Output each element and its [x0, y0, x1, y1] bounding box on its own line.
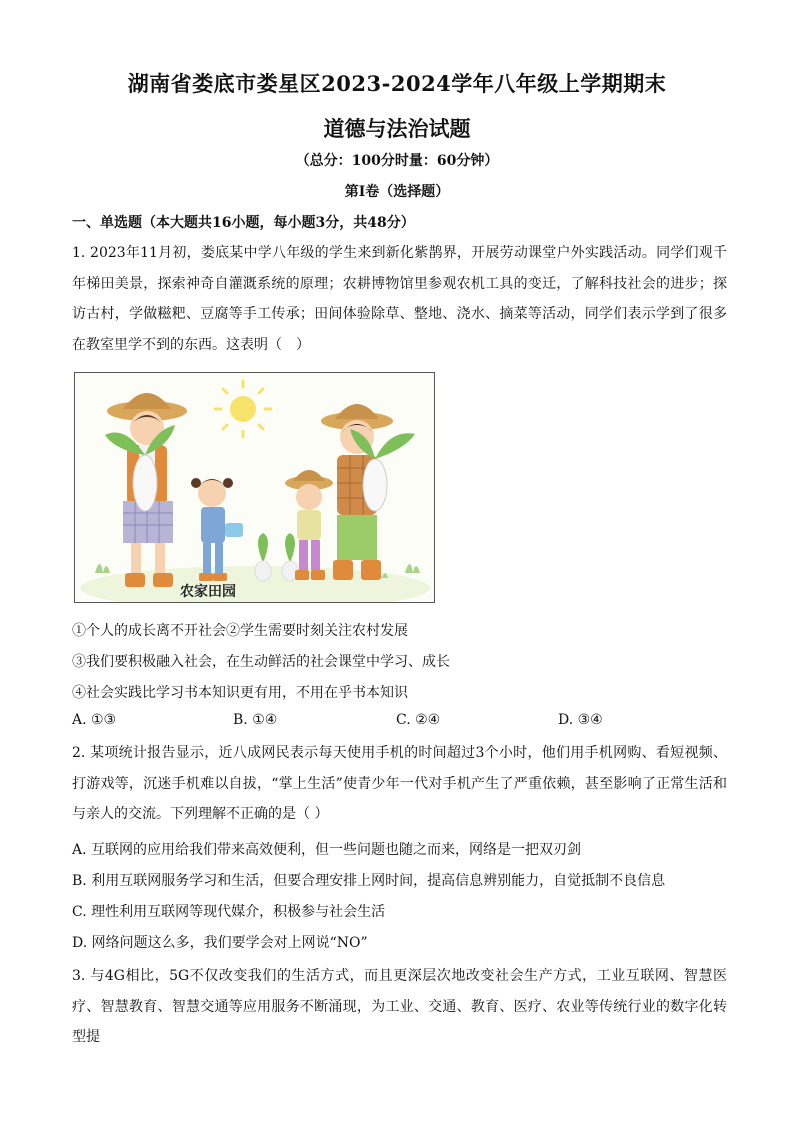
girl-figure: [191, 478, 243, 581]
q1-option-b[interactable]: B. ①④: [233, 712, 278, 728]
farm-illustration: [74, 372, 435, 603]
q1-option-a[interactable]: A. ①③: [72, 712, 117, 728]
q1-statement-1-2: ①个人的成长离不开社会②学生需要时刻关注农村发展: [72, 623, 408, 639]
man-figure: [321, 404, 415, 580]
q1-statement-4: ④社会实践比学习书本知识更有用，不用在乎书本知识: [72, 685, 408, 701]
exam-info: （总分：100分时量：60分钟）: [295, 153, 499, 169]
q1-statement-3: ③我们要积极融入社会，在生动鲜活的社会课堂中学习、成长: [72, 654, 450, 670]
question-1-stem: 1. 2023年11月初，娄底某中学八年级的学生来到新化紫鹊界，开展劳动课堂户外实践活动。同学们观千年梯田美景，探索神奇自灌溉系统的原理；农耕博物馆里参观农机工具的变迁，了解科技社会的进步；探访古村，学做糍粑、豆腐等手工传承；田间体验除草、整地、浇水、摘菜等活动，同学们表示学到了很多在教室里学不到的东西。这表明（ ）: [72, 245, 727, 353]
sun-icon: [215, 381, 271, 437]
woman-figure: [105, 393, 187, 587]
section-title: 一、单选题（本大题共16小题，每小题3分，共48分）: [72, 215, 415, 231]
question-3-stem: 3. 与4G相比，5G不仅改变我们的生活方式，而且更深层次地改变社会生产方式，工业互联网、智慧医疗、智慧教育、智慧交通等应用服务不断涌现，为工业、交通、教育、医疗、农业等传统行业的数字化转型提: [72, 968, 727, 1045]
q2-option-d[interactable]: D. 网络问题这么多，我们要学会对上网说“NO”: [72, 935, 368, 951]
exam-subject: 道德与法治试题: [323, 116, 471, 141]
farm-illustration-drawing: [75, 373, 434, 602]
image-caption: 农家田园: [180, 584, 236, 600]
exam-title: 湖南省娄底市娄星区2023-2024学年八年级上学期期末: [127, 71, 667, 96]
q2-option-c[interactable]: C. 理性利用互联网等现代媒介，积极参与社会生活: [72, 904, 386, 920]
q2-option-a[interactable]: A. 互联网的应用给我们带来高效便利，但一些问题也随之而来，网络是一把双刃剑: [72, 842, 582, 858]
volume-title: 第Ⅰ卷（选择题）: [344, 184, 450, 200]
question-2-stem: 2. 某项统计报告显示，近八成网民表示每天使用手机的时间超过3个小时，他们用手机网购、看短视频、打游戏等，沉迷手机难以自拔，“掌上生活”使青少年一代对手机产生了严重依赖，甚至影响了正常生活和与亲人的交流。下列理解不正确的是（ ）: [72, 745, 727, 822]
q1-option-c[interactable]: C. ②④: [396, 712, 441, 728]
q1-option-d[interactable]: D. ③④: [558, 712, 603, 728]
q2-option-b[interactable]: B. 利用互联网服务学习和生活，但要合理安排上网时间，提高信息辨别能力，自觉抵制不良信息: [72, 873, 666, 889]
